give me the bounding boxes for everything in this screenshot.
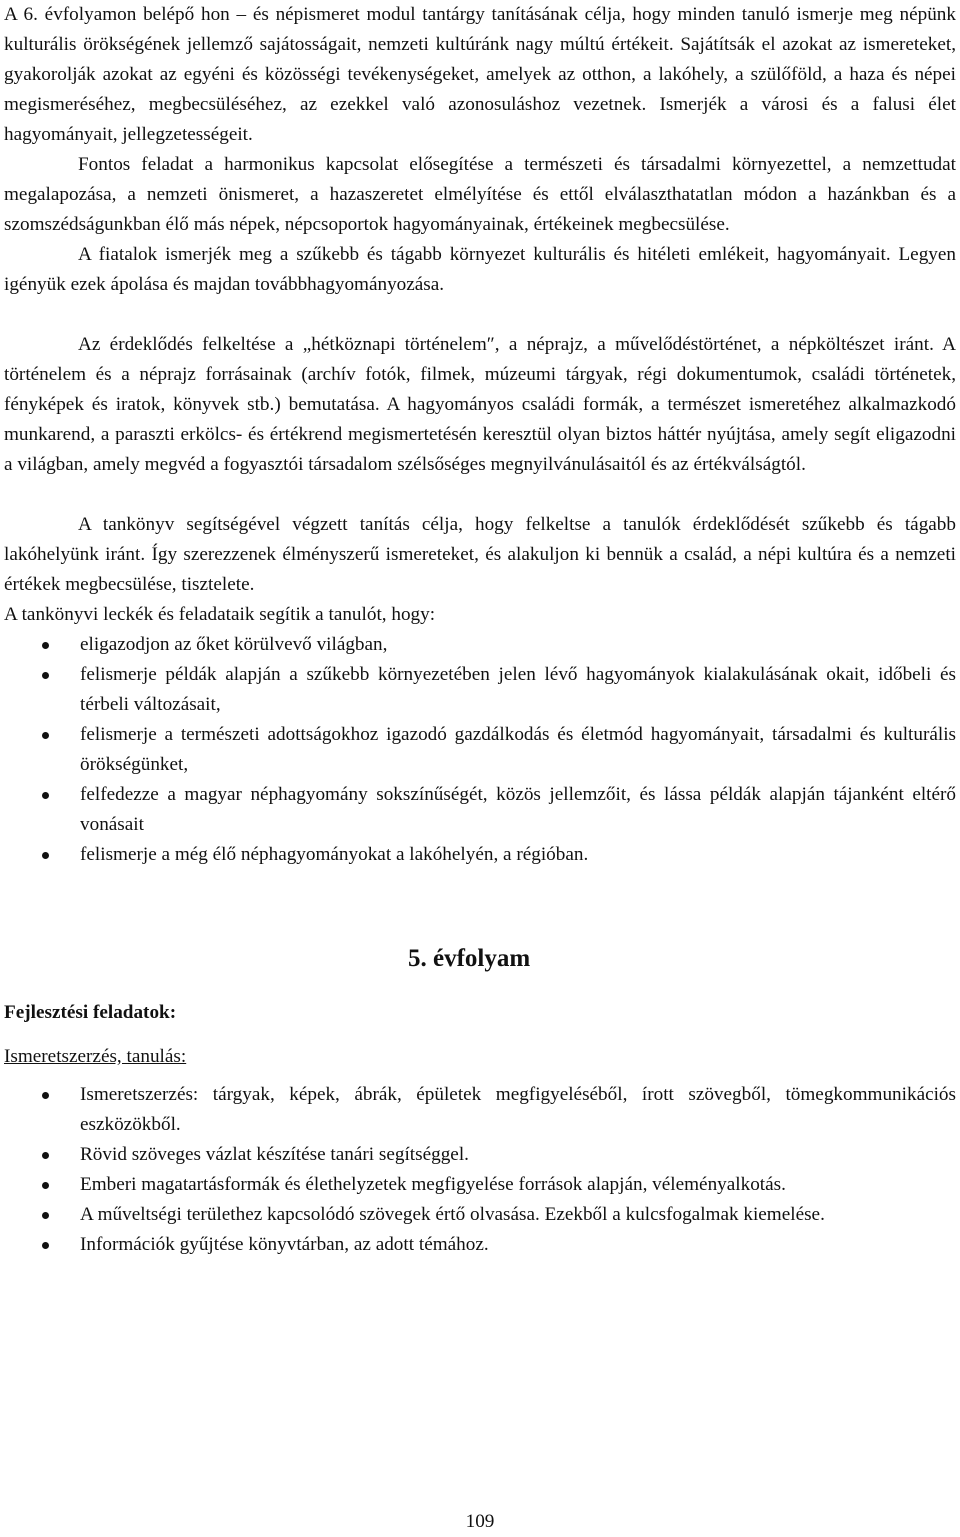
list-item: Információk gyűjtése könyvtárban, az adott témához.: [4, 1230, 956, 1260]
list-item: felfedezze a magyar néphagyomány sokszínűségét, közös jellemzőit, és lássa példák alapján tájanként eltérő vonásait: [4, 780, 956, 840]
list-item: Ismeretszerzés: tárgyak, képek, ábrák, épületek megfigyeléséből, írott szövegből, tömegkommunikációs eszközökből.: [4, 1080, 956, 1140]
document-page: [4, 0, 956, 1260]
intro-paragraph-3: A fiatalok ismerjék meg a szűkebb és tágabb környezet kulturális és hitéleti emlékeit, hagyományait. Legyen igényük ezek ápolása és majdan továbbhagyományozása.: [4, 244, 956, 295]
list-item: eligazodjon az őket körülvevő világban,: [4, 630, 956, 660]
spacer: [4, 480, 956, 510]
intro-paragraph-4: Az érdeklődés felkeltése a „hétköznapi történelem″, a néprajz, a művelődéstörténet, a népköltészet iránt. A történelem és a néprajz forrásainak (archív fotók, filmek, múzeumi tárgyak, régi dokumentumok, családi történetek, fényképek és iratok, könyvek stb.) bemutatása. A hagyományos családi formák, a természet ismeretéhez alkalmazkodó munkarend, a paraszti erkölcs- és értékrend megismertetésén keresztül olyan biztos háttér nyújtása, amely segít eligazodni a világban, amely megvéd a fogyasztói társadalom szélsőséges megnyilvánulásaitól és az értékválságtól.: [4, 334, 956, 475]
goals-list: [4, 630, 956, 870]
spacer: [4, 300, 956, 330]
intro-paragraph-2: Fontos feladat a harmonikus kapcsolat elősegítése a természeti és társadalmi környezettel, a nemzettudat megalapozása, a nemzeti önismeret, a hazaszeretet elmélyítése és ettől elválaszthatatlan módon a hazánkban és a szomszédságunkban élő más népek, népcsoportok hagyományainak, értékeinek megbecsülése.: [4, 154, 956, 235]
list-item: Rövid szöveges vázlat készítése tanári segítséggel.: [4, 1140, 956, 1170]
page-number: 109: [465, 1511, 495, 1532]
list-item: felismerje a még élő néphagyományokat a lakóhelyén, a régióban.: [4, 840, 956, 870]
intro-paragraph-5: A tankönyv segítségével végzett tanítás célja, hogy felkeltse a tanulók érdeklődését szűkebb és tágabb lakóhelyünk iránt. Így szerezzenek élményszerű ismereteket, és alakuljon ki bennük a család, a népi kultúra és a nemzeti értékek megbecsülése, tisztelete.: [4, 514, 956, 595]
section-header: [4, 930, 956, 1080]
intro-paragraph-6: A tankönyvi leckék és feladataik segítik a tanulót, hogy:: [4, 604, 436, 625]
dev-tasks-heading: Fejlesztési feladatok:: [4, 1002, 177, 1023]
subsection-heading: Ismeretszerzés, tanulás:: [4, 1046, 187, 1067]
list-item: A műveltségi területhez kapcsolódó szövegek értő olvasása. Ezekből a kulcsfogalmak kiemelése.: [4, 1200, 956, 1230]
tasks-list: [4, 1080, 956, 1260]
list-item: Emberi magatartásformák és élethelyzetek megfigyelése források alapján, véleményalkotás.: [4, 1170, 956, 1200]
intro-paragraph-1: A 6. évfolyamon belépő hon – és népismeret modul tantárgy tanításának célja, hogy minden tanuló ismerje meg népünk kulturális örökségének jellemző sajátosságait, nemzeti kultúránk nagy múltú értékeit. Sajátítsák el azokat az ismereteket, gyakorolják azokat az egyéni és közösségi tevékenységeket, amelyek az otthon, a lakóhely, a szülőföld, a haza és népei megismeréséhez, megbecsüléséhez, az ezekkel való azonosuláshoz vezetnek. Ismerjék a városi és a falusi élet hagyományait, jellegzetességeit.: [4, 4, 956, 145]
list-item: felismerje a természeti adottságokhoz igazodó gazdálkodás és életmód hagyományait, társadalmi és kulturális örökségünket,: [4, 720, 956, 780]
list-item: felismerje példák alapján a szűkebb környezetében jelen lévő hagyományok kialakulásának okait, időbeli és térbeli változásait,: [4, 660, 956, 720]
grade-heading: 5. évfolyam: [408, 945, 531, 972]
